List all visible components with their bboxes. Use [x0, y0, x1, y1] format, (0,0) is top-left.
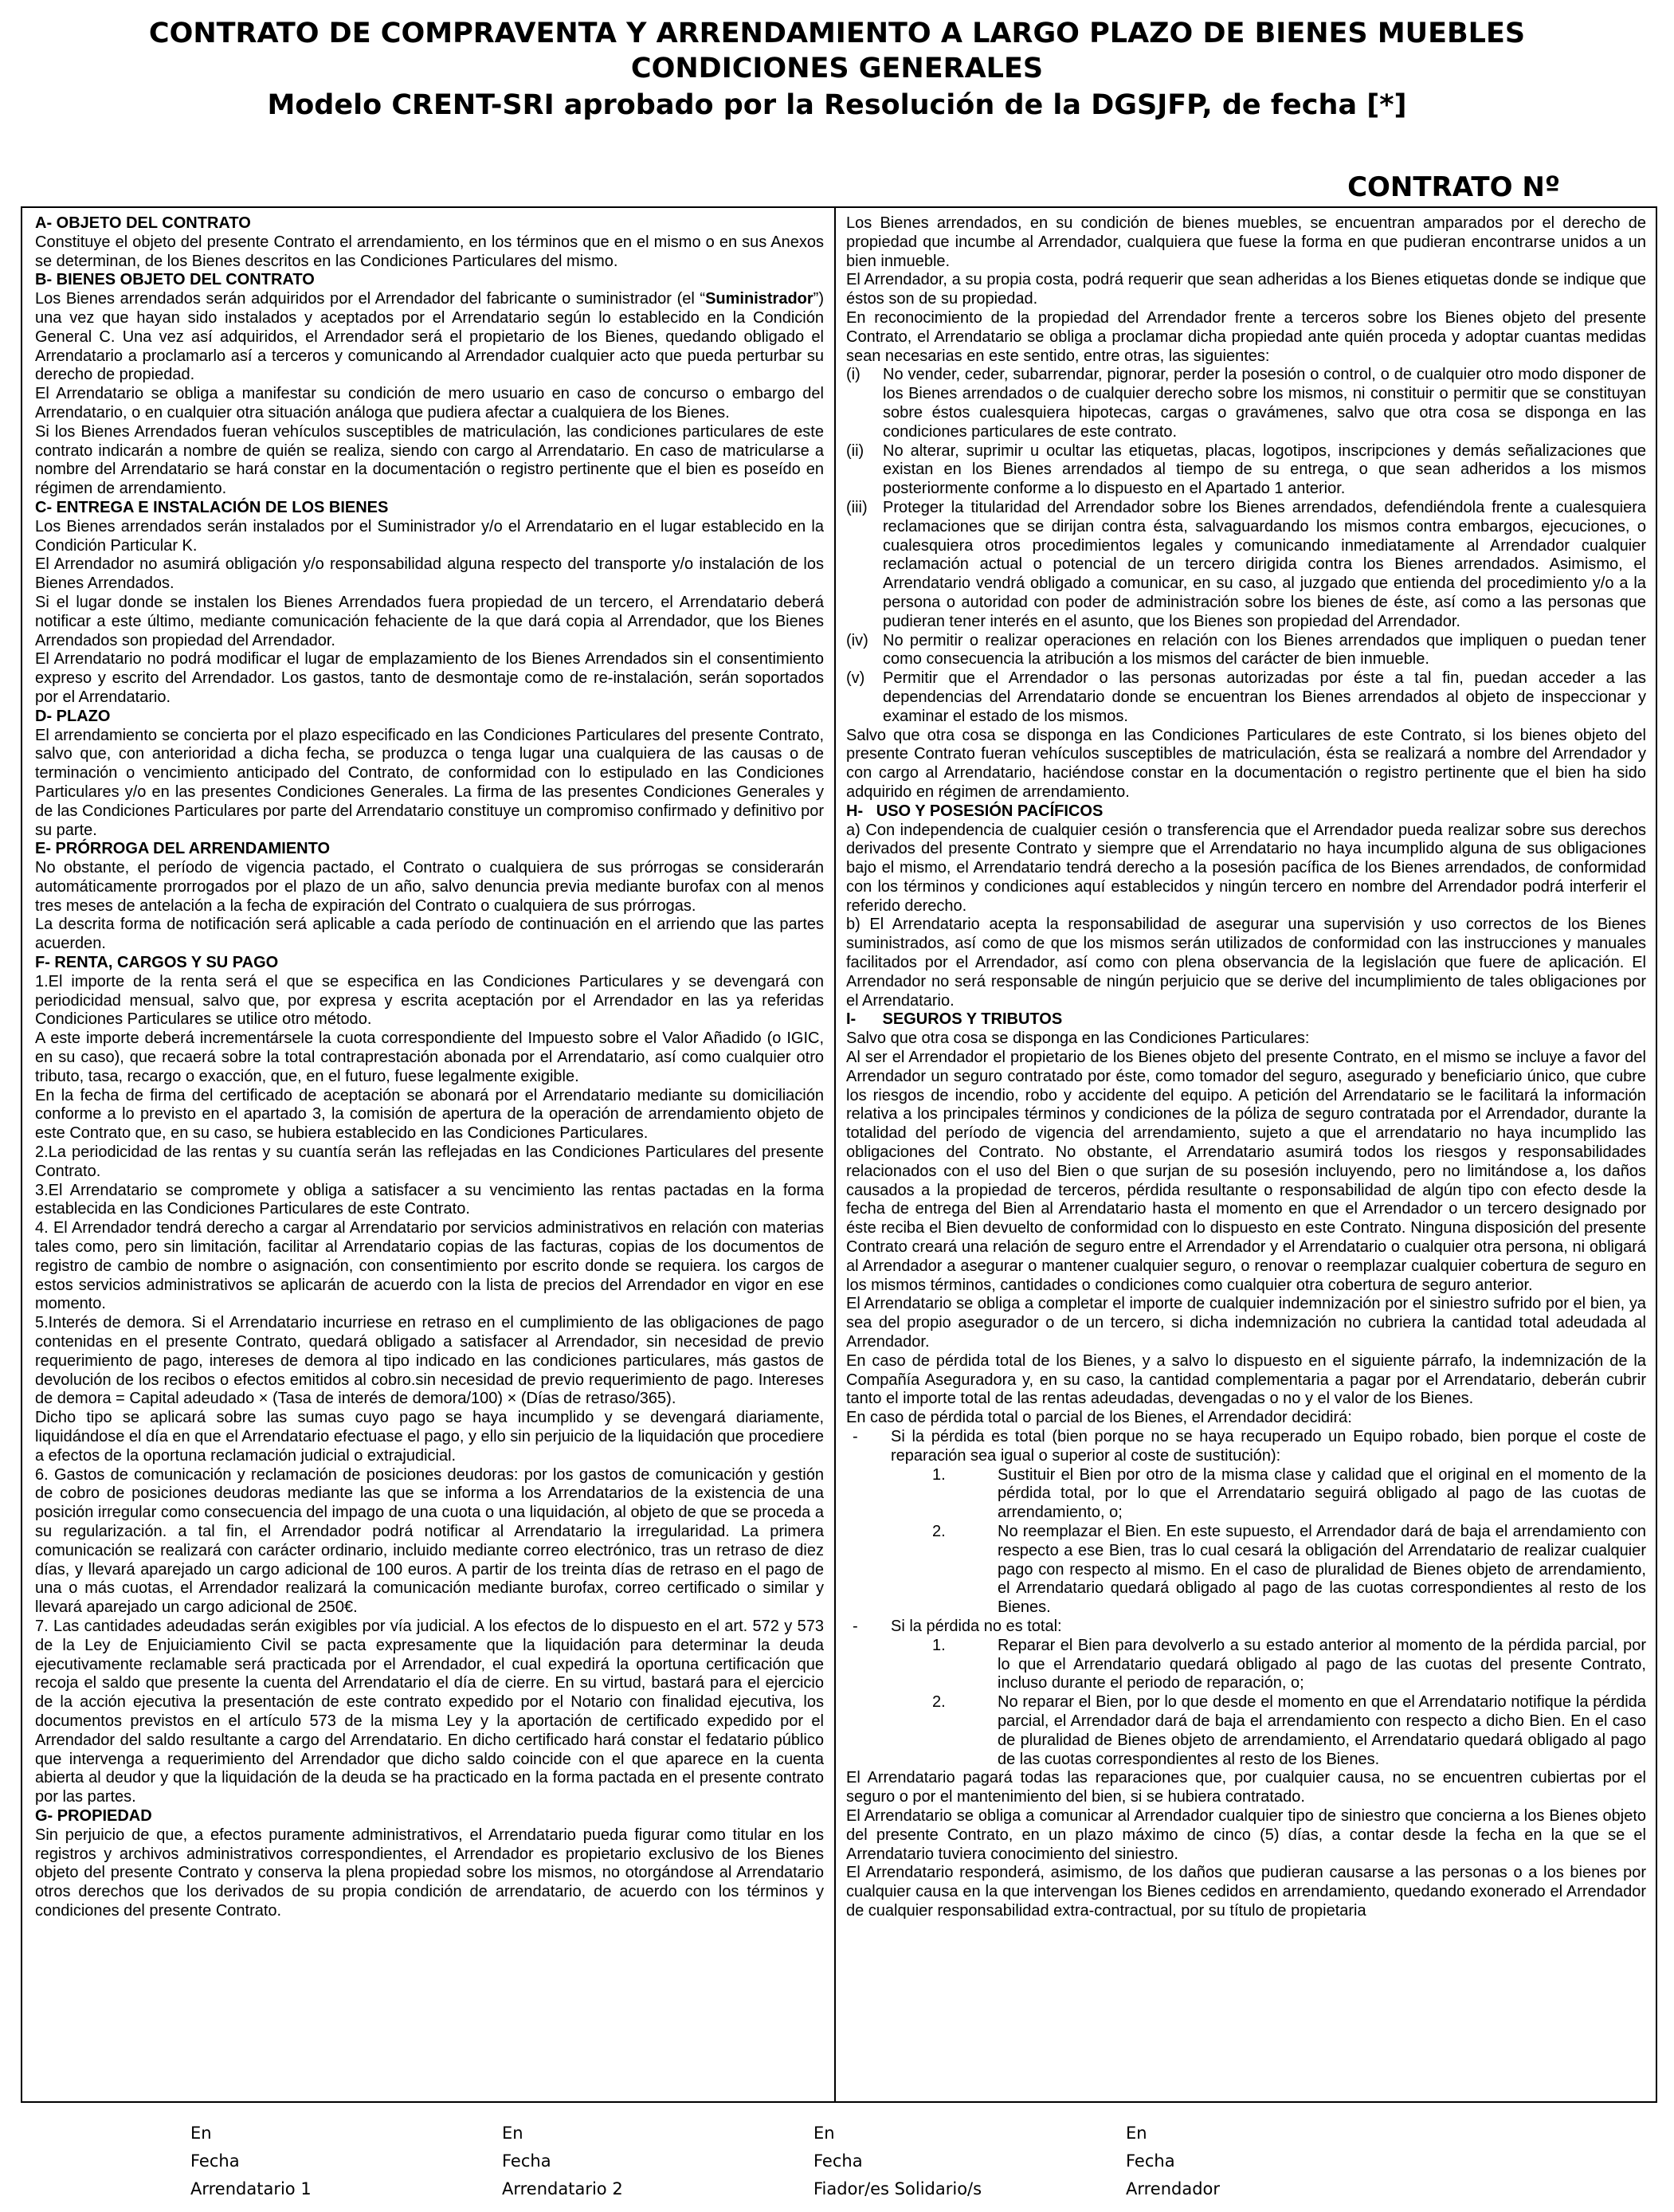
signature-party-label: Arrendatario 1: [190, 2179, 312, 2198]
section-b-title: B- BIENES OBJETO DEL CONTRATO: [35, 271, 315, 289]
paragraph: El Arrendatario responderá, asimismo, de los daños que pudieran causarse a las personas o a los bienes por cualquier causa en la que intervengan los Bienes cedidos en arrendamiento, quedando exonerado el Arrendador de cualquier responsabilidad extra-contractual, por su título de propietaria: [846, 1864, 1646, 1920]
paragraph: 4. El Arrendador tendrá derecho a cargar al Arrendatario por servicios administrativos en relación con materias tales como, pero sin limitación, facilitar al Arrendatario copias de las facturas, copias de los documentos de registro de cambio de nombre o asignación, con consentimiento por escrito donde se requiera. los cargos de estos servicios administrativos se aplicarán de acuerdo con la lista de precios del Arrendador en vigor en ese momento.: [35, 1219, 824, 1313]
contract-number-label: CONTRATO Nº: [1347, 171, 1560, 203]
section-a-title: A- OBJETO DEL CONTRATO: [35, 214, 251, 232]
paragraph: 7. Las cantidades adeudadas serán exigibles por vía judicial. A los efectos de lo dispuesto en el art. 572 y 573 de la Ley de Enjuiciamiento Civil se pacta expresamente que la liquidación para determinar la deuda ejecutivamente reclamable será practicada por el Arrendador, el cual expedirá la oportuna certificación que recoja el saldo que presente la cuenta del Arrendatario el día de cierre. En su virtud, bastará para el ejercicio de la acción ejecutiva la presentación de este contrato expedido por el Notario con finalidad ejecutiva, los documentos previstos en el artículo 573 de la misma Ley y la aportación de certificado expedido por el Arrendador del saldo resultante a cargo del Arrendatario. En dicho certificado hará constar el fedatario público que intervenga a requerimiento del Arrendador que dicho saldo coincide con el que aparece en la cuenta abierta al deudor y que la liquidación de la deuda se ha practicado en la forma pactada en el presente contrato por las partes.: [35, 1617, 824, 1806]
paragraph: A este importe deberá incrementársele la cuota correspondiente del Impuesto sobre el Valor Añadido (o IGIC, en su caso), que recaerá sobre la total contraprestación abonada por el Arrendatario, así como cualquier otro tributo, tasa, recargo o exacción, que, en el futuro, fuese legalmente exigible.: [35, 1030, 824, 1085]
signature-en-label: En: [1126, 2124, 1147, 2143]
paragraph: 6. Gastos de comunicación y reclamación de posiciones deudoras: por los gastos de comunicación y gestión de cobro de posiciones deudoras mediante las que se informa a los Arrendatarios de la existencia de una posición irregular como consecuencia del impago de una cuota o una liquidación, al objeto de que se proceda a su regularización. a tal fin, el Arrendador podrá notificar al Arrendatario la irregularidad. La primera comunicación se realizará con carácter ordinario, incluido mediante correo electrónico, tras un retraso de diez días, y llevará aparejado un cargo adicional de 100 euros. A partir de los treinta días de retraso en el pago de una o más cuotas, el Arrendador realizará la comunicación mediante burofax, correo certificado o similar y llevará aparejado un cargo adicional de 250€.: [35, 1465, 824, 1617]
paragraph: En la fecha de firma del certificado de aceptación se abonará por el Arrendatario mediante su domiciliación conforme a lo previsto en el apartado 3, la comisión de apertura de la operación de arrendamiento objeto de este Contrato que, en su caso, se hubiera establecido en las Condiciones Particulares.: [35, 1086, 824, 1143]
paragraph: El arrendamiento se concierta por el plazo especificado en las Condiciones Particulares del presente Contrato, salvo que, con anterioridad a dicha fecha, se produzca o tenga lugar una cualquiera de las causas o de terminación o vencimiento anticipado del Contrato, de conformidad con lo estipulado en las Condiciones Particulares y/o en las presentes Condiciones Generales. La firma de las presentes Condiciones Generales y de las Condiciones Particulares por parte del Arrendatario constituye un compromiso confirmado y definitivo por su parte.: [35, 726, 824, 839]
signature-en-label: En: [190, 2124, 212, 2143]
numbered-item: 1. Reparar el Bien para devolverlo a su estado anterior al momento de la pérdida parcial, por lo que el Arrendatario quedará obligado al pago de las cuotas del presente Contrato, incluso durante el periodo de reparación, o;: [932, 1636, 1646, 1692]
conditions-box: [21, 206, 1657, 2103]
signature-fecha-label: Fecha: [502, 2151, 551, 2171]
signature-fecha-label: Fecha: [813, 2151, 863, 2171]
section-h-title: H- USO Y POSESIÓN PACÍFICOS: [846, 802, 1104, 820]
signature-block-arrendador: [1126, 2120, 1220, 2203]
numbered-item: 2. No reparar el Bien, por lo que desde el momento en que el Arrendatario notifique la pérdida parcial, el Arrendador dará de baja el arrendamiento con respecto a dicho Bien. En el caso de pluralidad de Bienes objeto de arrendamiento, el Arrendatario quedará obligado al pago de las cuotas correspondientes al resto de los Bienes.: [932, 1693, 1646, 1768]
paragraph: El Arrendador no asumirá obligación y/o responsabilidad alguna respecto del transporte y/o instalación de los Bienes Arrendados.: [35, 555, 824, 593]
paragraph: El Arrendatario pagará todas las reparaciones que, por cualquier causa, no se encuentren cubiertas por el seguro o por el mantenimiento del bien, si se hubiera contratado.: [846, 1769, 1646, 1806]
section-c-title: C- ENTREGA E INSTALACIÓN DE LOS BIENES: [35, 498, 389, 516]
dash-item-partial-loss: - Si la pérdida no es total:: [853, 1617, 1062, 1635]
signature-block-arrendatario-1: [190, 2120, 312, 2203]
section-f-title: F- RENTA, CARGOS Y SU PAGO: [35, 954, 279, 972]
paragraph: No obstante, el período de vigencia pactado, el Contrato o cualquiera de sus prórrogas se considerarán automáticamente prorrogados por el plazo de un año, salvo denuncia previa mediante burofax con al menos tres meses de antelación a la fecha de expiración del Contrato o cualquiera de sus prórrogas.: [35, 859, 824, 915]
title-line-2: CONDICIONES GENERALES: [630, 53, 1044, 84]
section-e-title: E- PRÓRROGA DEL ARRENDAMIENTO: [35, 840, 331, 858]
list-item: (iii) Proteger la titularidad del Arrendador sobre los Bienes arrendados, defendiéndola frente a cualesquiera reclamaciones que se dirijan contra ésta, salvaguardando los mismos contra embargos, ejecuciones, o cualesquiera otros procedimientos legales y comunicando inmediatamente al Arrendador cualquier reclamación actual o potencial de un tercero dirigida contra los Bienes arrendados. Asimismo, el Arrendatario vendrá obligado a comunicar, en su caso, al juzgado que entienda del procedimiento y/o a la persona o autoridad con poder de administración sobre los bienes de éste, así como a las personas que pudieran tener interés en el asunto, que los Bienes son propiedad del Arrendador.: [846, 498, 1646, 630]
paragraph: 1.El importe de la renta será el que se especifica en las Condiciones Particulares y se devengará con periodicidad mensual, salvo que, por expresa y escrita aceptación por el Arrendador en las ya referidas Condiciones Particulares se utilice otro método.: [35, 972, 824, 1029]
left-column: [35, 214, 824, 1921]
section-d-title: D- PLAZO: [35, 707, 111, 725]
numbered-item: 2. No reemplazar el Bien. En este supuesto, el Arrendador dará de baja el arrendamiento con respecto a ese Bien, tras lo cual cesará la obligación del Arrendatario de realizar cualquier pago con respecto al mismo. En el caso de pluralidad de Bienes objeto de arrendamiento, el Arrendatario quedará obligado al pago de las cuotas correspondientes al resto de los Bienes.: [932, 1522, 1646, 1617]
list-item: (ii) No alterar, suprimir u ocultar las etiquetas, placas, logotipos, inscripciones y demás señalizaciones que existan en los Bienes arrendados al tiempo de su entrega, o que sean adheridos a los mismos posteriormente conforme a lo dispuesto en el Apartado 1 anterior.: [846, 441, 1646, 498]
paragraph: Salvo que otra cosa se disponga en las Condiciones Particulares:: [846, 1030, 1310, 1048]
signature-en-label: En: [502, 2124, 523, 2143]
list-item: (i) No vender, ceder, subarrendar, pignorar, perder la posesión o control, o de cualquier otro modo disponer de los Bienes arrendados o de cualquier derecho sobre los mismos, ni constituir o permitir que se constituyan sobre éstos cualesquiera hipotecas, cargas o gravámenes, salvo que otra cosa se disponga en las condiciones particulares de este contrato.: [846, 366, 1646, 441]
numbered-item: 1. Sustituir el Bien por otro de la misma clase y calidad que el original en el momento de la pérdida total, por lo que el Arrendatario seguirá obligado al pago de las cuotas de arrendamiento, o;: [932, 1465, 1646, 1522]
signature-party-label: Arrendatario 2: [502, 2179, 623, 2198]
paragraph: a) Con independencia de cualquier cesión o transferencia que el Arrendador pueda realizar sobre sus derechos derivados del presente Contrato y siempre que el Arrendatario no haya incumplido alguna de sus obligaciones bajo el mismo, el Arrendatario tendrá derecho a la posesión pacífica de los Bienes arrendados, de conformidad con los términos y condiciones aquí establecidos y ningún tercero en nombre del Arrendador podrá interferir el referido derecho.: [846, 821, 1646, 915]
paragraph: 3.El Arrendatario se compromete y obliga a satisfacer a su vencimiento las rentas pactadas en la forma establecida en las Condiciones Particulares de este Contrato.: [35, 1181, 824, 1218]
paragraph: Salvo que otra cosa se disponga en las Condiciones Particulares de este Contrato, si los bienes objeto del presente Contrato fueran vehículos susceptibles de matriculación, ésta se realizará a nombre del Arrendador y con cargo al Arrendatario, haciéndose constar en la documentación o registro pertinente que el bien ha sido adquirido en régimen de arrendamiento.: [846, 726, 1646, 801]
paragraph: Constituye el objeto del presente Contrato el arrendamiento, en los términos que en el mismo o en sus Anexos se determinan, de los Bienes descritos en las Condiciones Particulares del mismo.: [35, 233, 824, 270]
dash-item-total-loss: - Si la pérdida es total (bien porque no se haya recuperado un Equipo robado, bien porque el coste de reparación sea igual o superior al coste de sustitución):: [853, 1428, 1646, 1465]
paragraph: El Arrendatario se obliga a manifestar su condición de mero usuario en caso de concurso o embargo del Arrendatario, o en cualquier otra situación análoga que pudiera afectar a cualquiera de los Bienes.: [35, 385, 824, 422]
paragraph: La descrita forma de notificación será aplicable a cada período de continuación en el arriendo que las partes acuerden.: [35, 916, 824, 953]
signature-block-fiador: [813, 2120, 982, 2203]
title-line-1: CONTRATO DE COMPRAVENTA Y ARRENDAMIENTO A LARGO PLAZO DE BIENES MUEBLES: [148, 18, 1526, 49]
paragraph: El Arrendatario se obliga a completar el importe de cualquier indemnización por el siniestro sufrido por el bien, ya sea del propio asegurador o de un tercero, si dicha indemnización no cubriera la cantidad total adeudada al Arrendador.: [846, 1295, 1646, 1351]
signature-block-arrendatario-2: [502, 2120, 623, 2203]
paragraph: Dicho tipo se aplicará sobre las sumas cuyo pago se haya incumplido y se devengará diariamente, liquidándose el día en que el Arrendatario efectuase el pago, y ello sin perjuicio de la liquidación que procediere a efectos de la oportuna reclamación judicial o extrajudicial.: [35, 1409, 824, 1465]
paragraph: Si los Bienes Arrendados fueran vehículos susceptibles de matriculación, las condiciones particulares de este contrato indicarán a nombre de quién se realiza, siendo con cargo al Arrendatario. En caso de matricularse a nombre del Arrendatario se hará constar en la documentación o registro pertinente que el bien es poseído en régimen de arrendamiento.: [35, 422, 824, 498]
paragraph: 5.Interés de demora. Si el Arrendatario incurriese en retraso en el cumplimiento de las obligaciones de pago contenidas en el presente Contrato, quedará obligado a satisfacer al Arrendador, sin necesidad de previo requerimiento de pago, intereses de demora al tipo indicado en las condiciones particulares, más gastos de devolución de los recibos o efectos emitidos al cobro.sin necesidad de previo requerimiento de pago. Intereses de demora = Capital adeudado × (Tasa de interés de demora/100) × (Días de retraso/365).: [35, 1314, 824, 1408]
paragraph: El Arrendatario no podrá modificar el lugar de emplazamiento de los Bienes Arrendados sin el consentimiento expreso y escrito del Arrendador. Los gastos, tanto de desmontaje como de re-instalación, serán soportados por el Arrendatario.: [35, 650, 824, 706]
list-item: (iv) No permitir o realizar operaciones en relación con los Bienes arrendados que impliquen o puedan tener como consecuencia la atribución a los mismos del carácter de bien inmueble.: [846, 631, 1646, 669]
paragraph: En caso de pérdida total o parcial de los Bienes, el Arrendador decidirá:: [846, 1409, 1352, 1427]
paragraph: En reconocimiento de la propiedad del Arrendador frente a terceros sobre los Bienes objeto del presente Contrato, el Arrendatario se obliga a proclamar dicha propiedad ante quién proceda y adoptar cuantas medidas sean necesarias en este sentido, entre otras, las siguientes:: [846, 308, 1646, 365]
paragraph: Los Bienes arrendados, en su condición de bienes muebles, se encuentran amparados por el derecho de propiedad que incumbe al Arrendador, cualquiera que fuese la forma en que pudieran encontrarse unidos a un bien inmueble.: [846, 214, 1646, 270]
paragraph: Sin perjuicio de que, a efectos puramente administrativos, el Arrendatario pueda figurar como titular en los registros y archivos administrativos correspondientes, el Arrendador es propietario exclusivo de los Bienes objeto del presente Contrato y conserva la plena propiedad sobre los mismos, no otorgándose al Arrendatario otros derechos que los derivados de su propia condición de arrendatario, de acuerdo con los términos y condiciones del presente Contrato.: [35, 1826, 824, 1920]
column-divider: [834, 208, 836, 2101]
title-line-3: Modelo CRENT-SRI aprobado por la Resolución de la DGSJFP, de fecha [*]: [267, 89, 1407, 121]
list-item: (v) Permitir que el Arrendador o las personas autorizadas por éste a tal fin, puedan acceder a las dependencias del Arrendatario donde se encuentran los Bienes arrendados al objeto de inspeccionar y examinar el estado de los mismos.: [846, 669, 1646, 725]
paragraph: El Arrendador, a su propia costa, podrá requerir que sean adheridas a los Bienes etiquetas donde se indique que éstos son de su propiedad.: [846, 271, 1646, 308]
paragraph: 2.La periodicidad de las rentas y su cuantía serán las reflejadas en las Condiciones Particulares del presente Contrato.: [35, 1143, 824, 1180]
section-i-title: I- SEGUROS Y TRIBUTOS: [846, 1010, 1063, 1029]
paragraph: b) El Arrendatario acepta la responsabilidad de asegurar una supervisión y uso correctos de los Bienes suministrados, así como de que los mismos serán utilizados de conformidad con las instrucciones y manuales facilitados por el Arrendador, así como con plena observancia de la legislación que fuere de aplicación. El Arrendador no será responsable de ningún perjuicio que se derive del incumplimiento de tales obligaciones por el Arrendatario.: [846, 916, 1646, 1010]
signature-fecha-label: Fecha: [190, 2151, 240, 2171]
paragraph: Si el lugar donde se instalen los Bienes Arrendados fuera propiedad de un tercero, el Arrendatario deberá notificar a este último, mediante comunicación fehaciente de la que dará copia al Arrendador, que los Bienes Arrendados son propiedad del Arrendador.: [35, 593, 824, 649]
paragraph: En caso de pérdida total de los Bienes, y a salvo lo dispuesto en el siguiente párrafo, la indemnización de la Compañía Aseguradora y, en su caso, la cantidad complementaria a pagar por el Arrendatario, deberán cubrir tanto el importe total de las rentas adeudadas, devengadas o no y el valor de los Bienes.: [846, 1351, 1646, 1408]
signature-party-label: Fiador/es Solidario/s: [813, 2179, 982, 2198]
paragraph: Los Bienes arrendados serán instalados por el Suministrador y/o el Arrendatario en el lugar establecido en la Condición Particular K.: [35, 517, 824, 555]
section-g-title: G- PROPIEDAD: [35, 1806, 152, 1825]
document-header: [0, 16, 1674, 124]
term-suministrador: Suministrador: [705, 290, 813, 308]
paragraph: Al ser el Arrendador el propietario de los Bienes objeto del presente Contrato, en el mismo se incluye a favor del Arrendador un seguro contratado por éste, como tomador del seguro, asegurado y beneficiario único, que cubre los riesgos de incendio, robo y accidente del equipo. A petición del Arrendatario se le facilitará la información relativa a los principales términos y condiciones de la póliza de seguro contratada por el Arrendador, durante la totalidad del período de vigencia del arrendamiento, sujeto a que el arrendatario no haya incumplido las obligaciones del Contrato. No obstante, el Arrendatario asumirá todos los riesgos y responsabilidades relacionados con el uso del Bien o que surjan de su posesión incluyendo, pero no limitándose a, los daños causados a la propiedad de terceros, pérdida resultante o responsabilidad de algún tipo con efecto desde la fecha de entrega del Bien al Arrendatario hasta el momento en que el Arrendador o un tercero designado por éste reciba el Bien devuelto de conformidad con lo dispuesto en este Contrato. Ninguna disposición del presente Contrato creará una relación de seguro entre el Arrendador y el Arrendatario o cualquier otra persona, ni obligará al Arrendador a asegurar o mantener cualquier seguro, o renovar o reemplazar cualquier cobertura de seguro en los mismos términos, cantidades o condiciones como cualquier otra cobertura de seguro anterior.: [846, 1049, 1646, 1294]
signature-en-label: En: [813, 2124, 835, 2143]
signature-fecha-label: Fecha: [1126, 2151, 1175, 2171]
paragraph: El Arrendatario se obliga a comunicar al Arrendador cualquier tipo de siniestro que concierna a los Bienes objeto del presente Contrato, en un plazo máximo de cinco (5) días, a contar desde la fecha en la que se el Arrendatario tuviera conocimiento del siniestro.: [846, 1806, 1646, 1863]
signature-party-label: Arrendador: [1126, 2179, 1221, 2198]
paragraph: Los Bienes arrendados serán adquiridos por el Arrendador del fabricante o suministrador (el “Suministrador”) una vez que hayan sido instalados y aceptados por el Arrendatario según lo establecido en la Condición General C. Una vez así adquiridos, el Arrendador será el propietario de los Bienes, quedando obligado el Arrendatario a proclamarlo así a terceros y comunicando al Arrendador cualquier acto que pueda perturbar su derecho de propiedad.: [35, 290, 824, 384]
right-column: [846, 214, 1646, 1921]
